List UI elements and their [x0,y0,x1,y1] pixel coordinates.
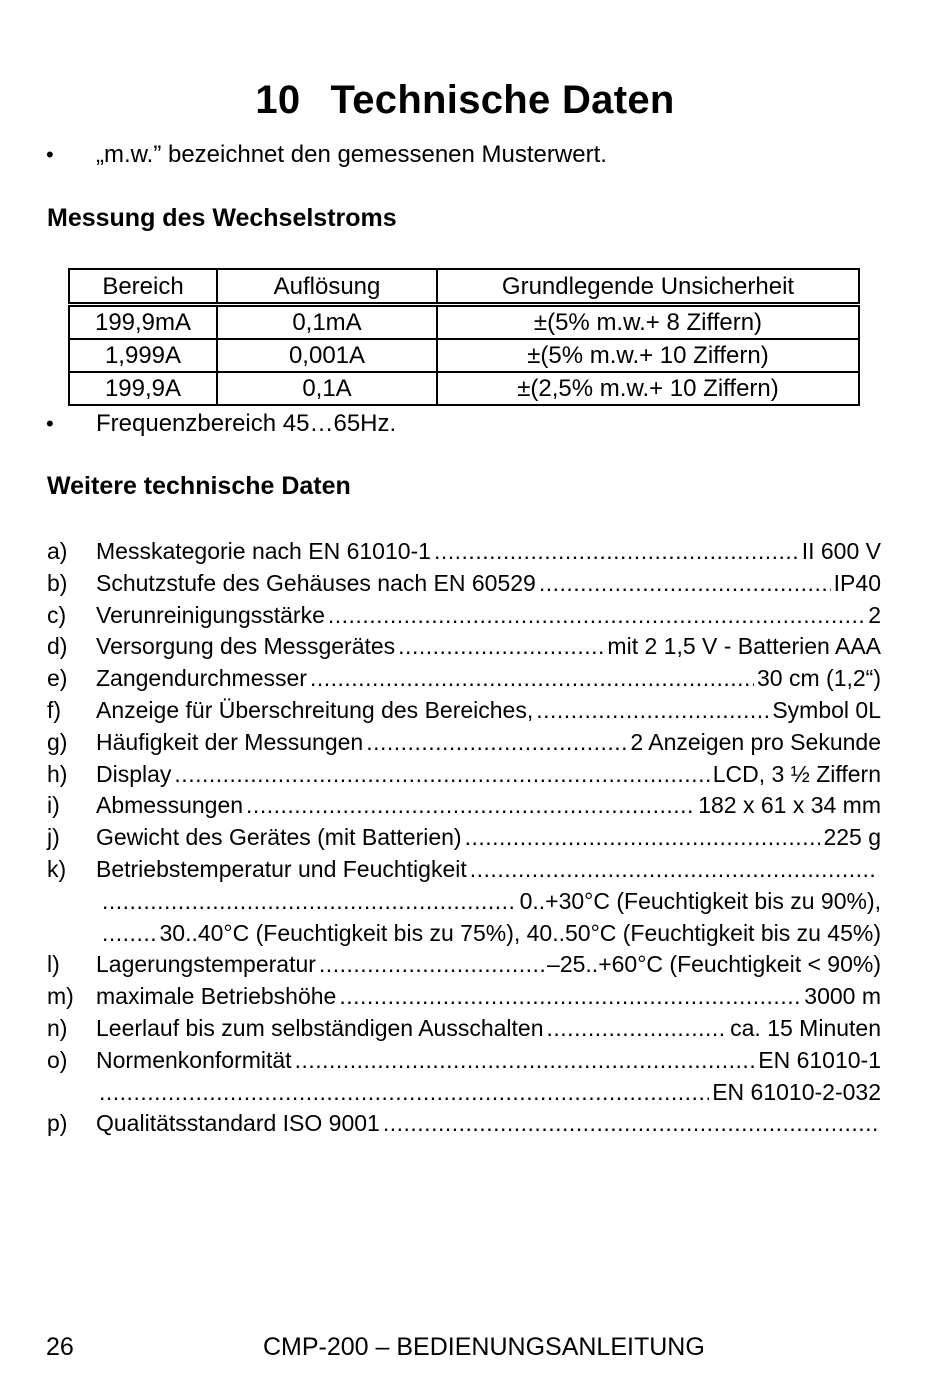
spec-label: Betriebstemperatur und Feuchtigkeit [96,855,467,882]
page-title [0,78,930,123]
spec-label: Display [96,760,172,787]
spec-label: Verunreinigungsstärke [96,601,325,628]
table-row [69,305,859,340]
table-row [69,372,859,405]
bullet-dot-icon: • [46,411,54,436]
spec-list [47,536,881,1140]
spec-value: II 600 V [801,538,881,564]
spec-label: Anzeige für Überschreitung des Bereiches, [96,696,534,723]
spec-label: Versorgung des Messgerätes [96,633,396,660]
table-header-cell: Grundlegende Unsicherheit [437,269,859,305]
table-cell: 0,1mA [217,305,437,340]
spec-row [47,854,881,886]
spec-row [47,822,881,854]
spec-letter: m) [47,983,74,1010]
dot-leader [366,727,627,759]
spec-row [47,600,881,632]
dot-leader [383,1108,878,1140]
spec-row [47,568,881,600]
dot-leader [398,631,604,663]
spec-row [47,695,881,727]
spec-value: 182 x 61 x 34 mm [698,792,881,819]
spec-letter: c) [47,601,67,628]
spec-row [47,886,881,918]
spec-value: mit 2 1,5 V - Batterien AAA [607,633,881,660]
spec-letter: h) [47,760,68,787]
dot-leader [295,1045,756,1077]
dot-leader [434,536,799,568]
spec-value: 225 g [823,824,881,851]
dot-leader [539,568,831,600]
dot-leader [99,1077,709,1109]
spec-value: 2 Anzeigen pro Sekunde [630,728,881,755]
spec-letter: d) [47,633,68,660]
table-header-cell: Auflösung [217,269,437,305]
table-cell: 199,9A [69,372,217,405]
bullet-note-frequency [46,410,396,438]
spec-label: Häufigkeit der Messungen [96,728,364,755]
spec-letter: e) [47,665,68,692]
spec-row [47,1108,881,1140]
spec-value: ca. 15 Minuten [730,1014,881,1041]
spec-label: Zangendurchmesser [96,665,307,692]
spec-value: 30 cm (1,2“) [757,665,881,692]
table-cell: ±(2,5% m.w.+ 10 Ziffern) [437,372,859,405]
dot-leader [319,949,544,981]
document-title: CMP-200 – BEDIENUNGSANLEITUNG [263,1333,705,1361]
spec-row [47,536,881,568]
spec-letter: g) [47,728,68,755]
dot-leader [174,759,709,791]
dot-leader [246,790,695,822]
bullet-dot-icon: • [46,142,54,167]
dot-leader [465,822,821,854]
spec-row [47,981,881,1013]
spec-letter: b) [47,569,68,596]
spec-value: 0..+30°C (Feuchtigkeit bis zu 90%), [519,887,881,914]
spec-value: 2 [868,601,881,628]
dot-leader [536,695,769,727]
spec-letter: o) [47,1046,68,1073]
spec-row [47,663,881,695]
spec-letter: k) [47,855,67,882]
spec-label: Messkategorie nach EN 61010-1 [96,538,431,564]
dot-leader [102,918,156,950]
spec-row [47,918,881,950]
spec-letter: i) [47,792,60,819]
spec-value: 30..40°C (Feuchtigkeit bis zu 75%), 40..50°C (Feuchtigkeit bis zu 45%) [159,919,881,946]
section-heading-ac: Messung des Wechselstroms [47,204,397,232]
table-cell: 0,001A [217,339,437,372]
spec-label: Normenkonformität [96,1046,292,1073]
spec-letter: a) [47,538,68,564]
spec-row [47,1013,881,1045]
spec-row [47,1077,881,1109]
dot-leader [470,854,878,886]
table-row [69,339,859,372]
spec-value: –25..+60°C (Feuchtigkeit < 90%) [547,951,881,978]
section-heading-more: Weitere technische Daten [47,472,351,500]
spec-label: maximale Betriebshöhe [96,983,337,1010]
spec-row [47,727,881,759]
spec-row [47,949,881,981]
chapter-title: Technische Daten [330,78,675,122]
table-header-row [69,269,859,305]
dot-leader [328,600,865,632]
spec-row [47,631,881,663]
chapter-number: 10 [255,78,301,122]
dot-leader [339,981,801,1013]
spec-row [47,1045,881,1077]
spec-value: Symbol 0L [772,696,881,723]
spec-letter: p) [47,1110,68,1137]
spec-value: 3000 m [804,983,881,1010]
dot-leader [547,1013,728,1045]
table-header-cell: Bereich [69,269,217,305]
table-cell: 0,1A [217,372,437,405]
spec-label: Leerlauf bis zum selbständigen Ausschalten [96,1014,544,1041]
spec-row [47,790,881,822]
spec-letter: l) [47,951,60,978]
table-cell: 199,9mA [69,305,217,340]
spec-letter: n) [47,1014,68,1041]
bullet-note-mw [46,141,607,169]
spec-value: IP40 [833,569,881,596]
spec-label: Schutzstufe des Gehäuses nach EN 60529 [96,569,536,596]
bullet-text: Frequenzbereich 45…65Hz. [96,410,397,437]
dot-leader [102,886,517,918]
spec-label: Qualitätsstandard ISO 9001 [96,1110,380,1137]
spec-value: EN 61010-1 [758,1046,881,1073]
table-cell: ±(5% m.w.+ 8 Ziffern) [437,305,859,340]
measurement-table [68,268,860,406]
spec-value: LCD, 3 ½ Ziffern [712,760,881,787]
spec-letter: j) [47,824,60,851]
spec-label: Gewicht des Gerätes (mit Batterien) [96,824,462,851]
bullet-text: „m.w.” bezeichnet den gemessenen Musterwert. [96,141,607,168]
dot-leader [310,663,754,695]
spec-row [47,759,881,791]
spec-letter: f) [47,696,62,723]
table-cell: 1,999A [69,339,217,372]
table-cell: ±(5% m.w.+ 10 Ziffern) [437,339,859,372]
spec-label: Lagerungstemperatur [96,951,316,978]
spec-value: EN 61010-2-032 [712,1078,881,1105]
spec-label: Abmessungen [96,792,244,819]
page-number: 26 [46,1333,74,1361]
